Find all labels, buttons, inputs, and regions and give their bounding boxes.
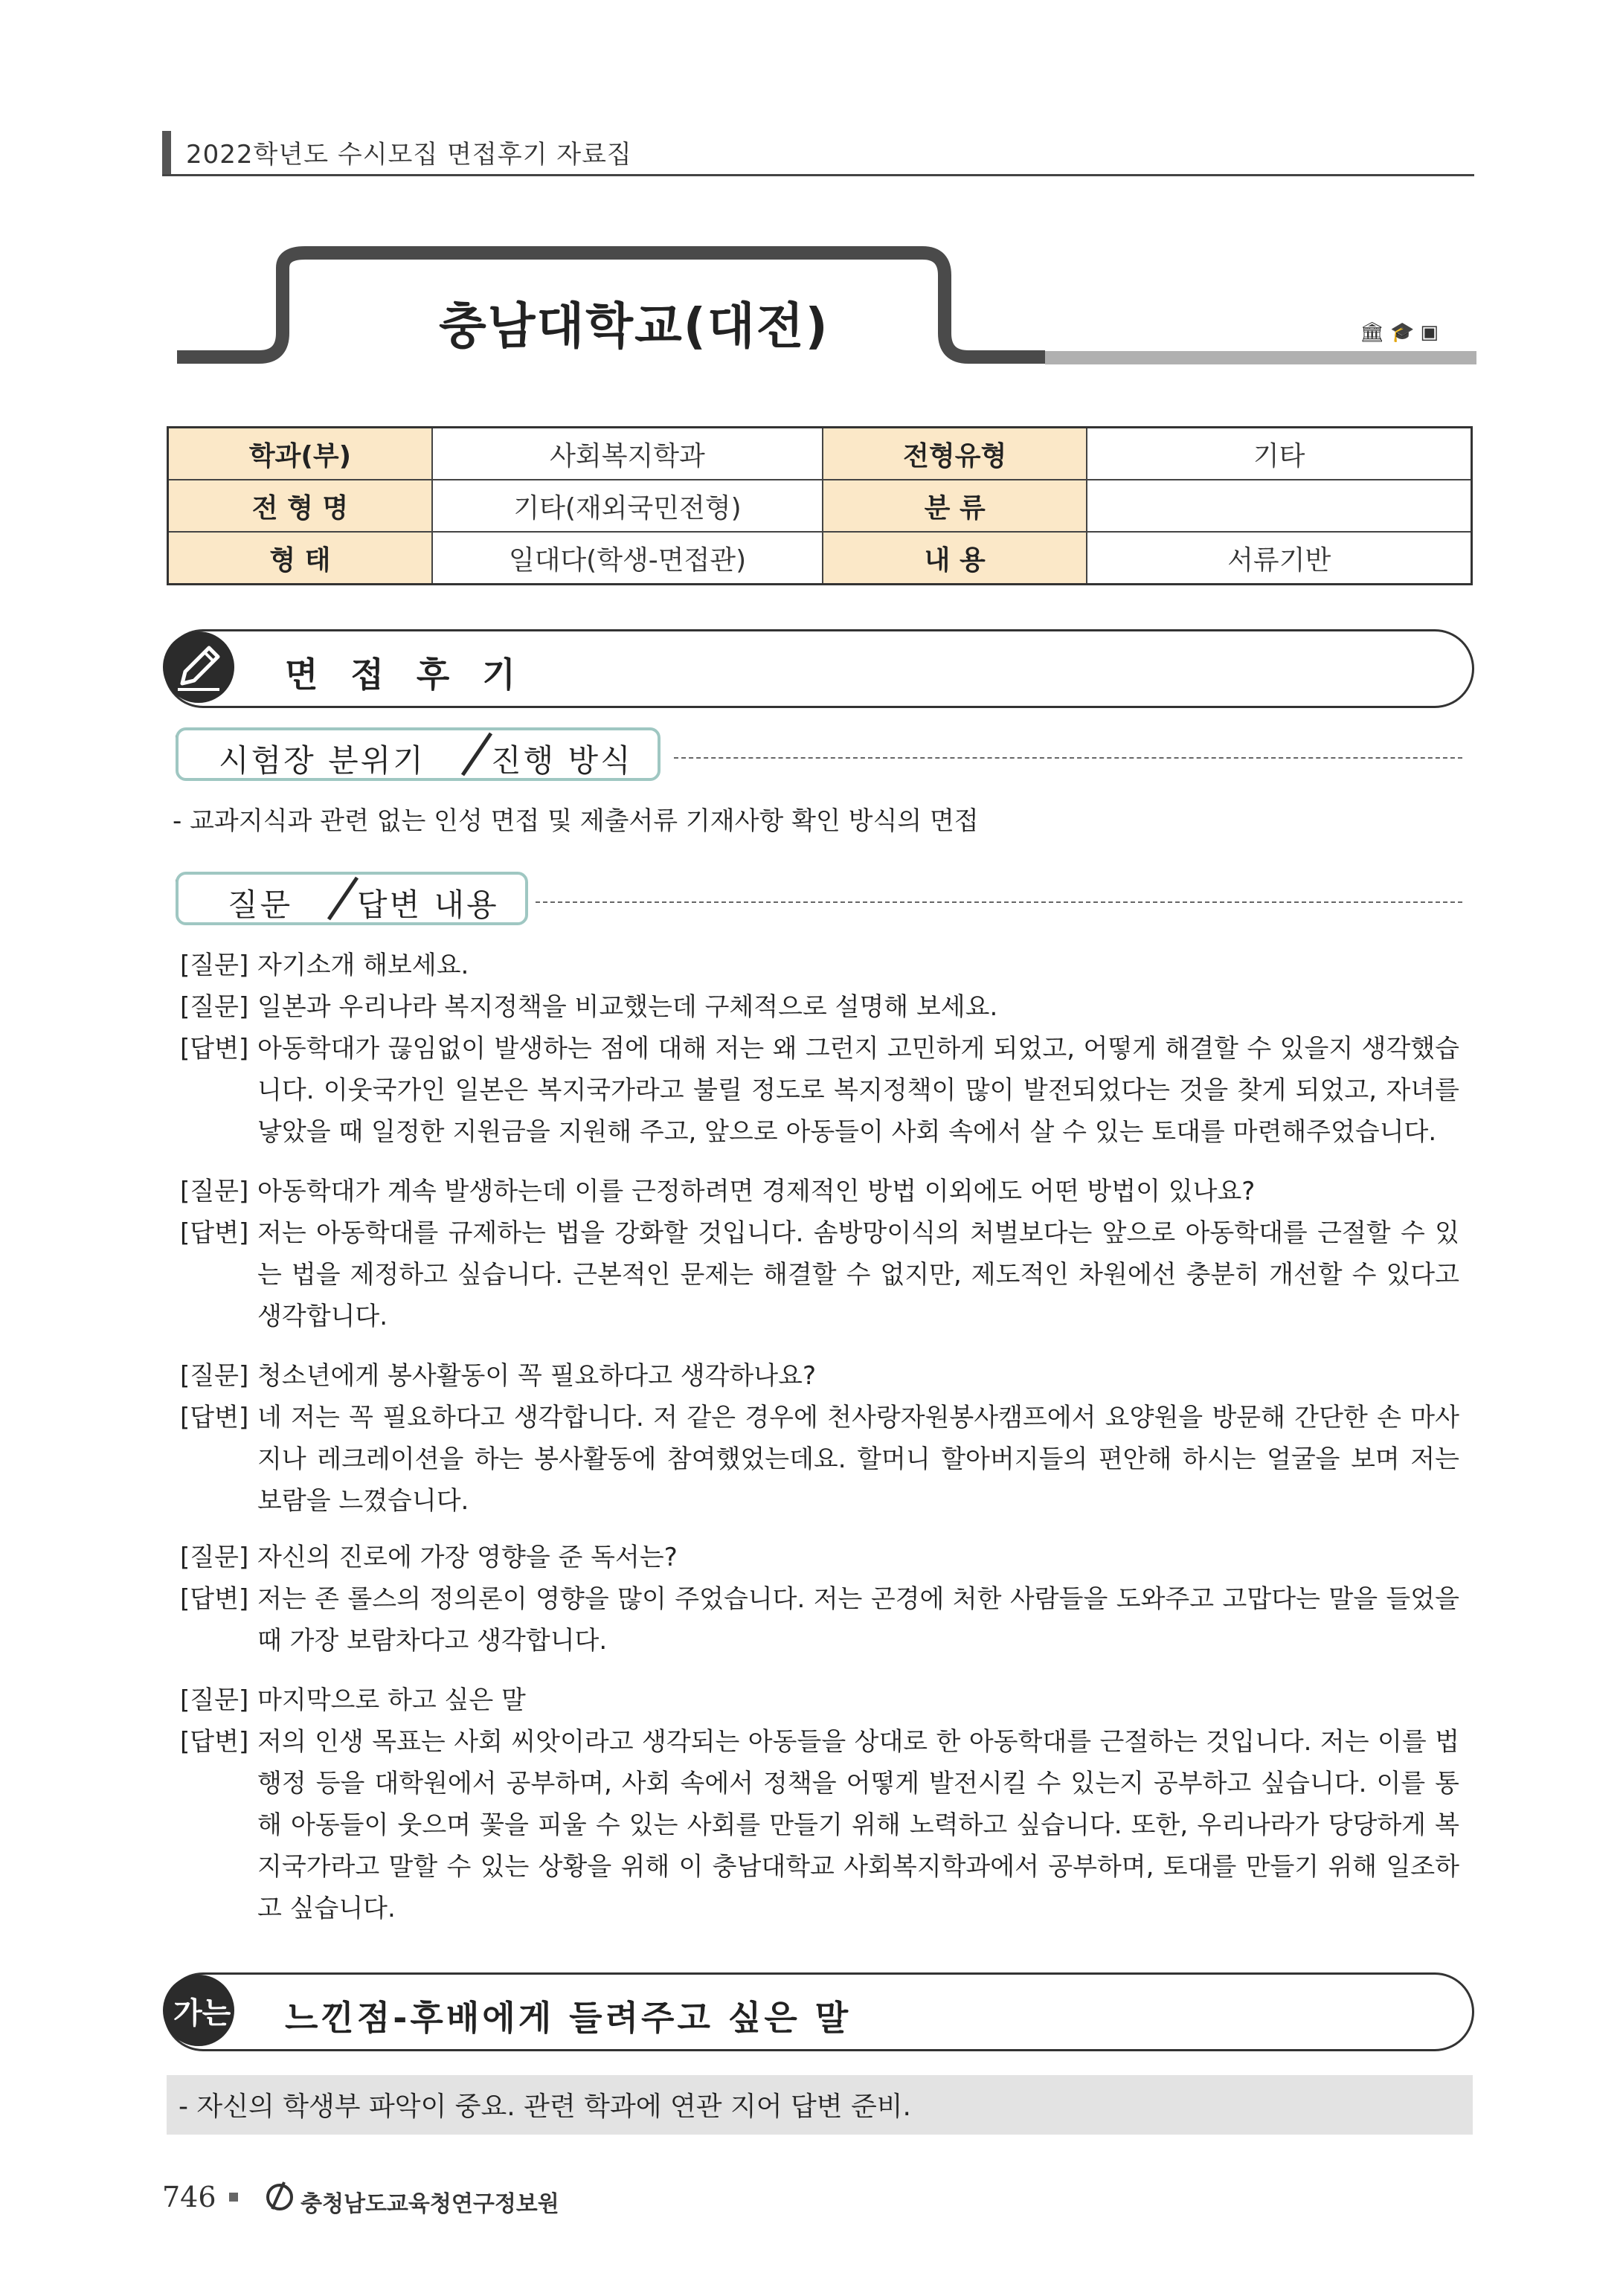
info-table bbox=[167, 426, 1473, 585]
tab-slash bbox=[324, 875, 361, 922]
section-banner-interview bbox=[164, 629, 1474, 708]
qa-tag: [질문] bbox=[180, 992, 249, 1022]
label-format: 형 태 bbox=[168, 532, 432, 585]
label-category: 분 류 bbox=[823, 480, 1087, 532]
qa-text: 자기소개 해보세요. bbox=[257, 951, 469, 980]
qa-text: 자신의 진로에 가장 영향을 준 독서는? bbox=[257, 1543, 678, 1572]
tab-label-right: 답변 내용 bbox=[357, 887, 499, 923]
qa-item bbox=[180, 945, 1459, 986]
table-row bbox=[168, 428, 1472, 480]
qa-tag: [질문] bbox=[180, 1361, 249, 1391]
page-number: 746 bbox=[162, 2181, 216, 2213]
speech-icon-label: 가는 bbox=[173, 1996, 231, 2030]
running-header: 2022학년도 수시모집 면접후기 자료집 bbox=[186, 140, 632, 170]
header-accent-bar bbox=[162, 131, 171, 174]
tab-slash bbox=[458, 730, 495, 778]
table-row bbox=[168, 532, 1472, 585]
qa-text: 저의 인생 목표는 사회 씨앗이라고 생각되는 아동들을 상대로 한 아동학대를 근절하는 것입니다. 저는 이를 법 행정 등을 대학원에서 공부하며, 사회 속에서 정책을 어떻게 발전시킬 수 있는지 공부하고 싶습니다. 이를 통해 아동들이 웃으며 꽃을 피울 수 있는 사회를 만들기 위해 노력하고 싶습니다. 또한, 우리나라가 당당하게 복지국가라고 말할 수 있는 상황을 위해 이 충남대학교 사회복지학과에서 공부하며, 토대를 만들기 위해 일조하고 싶습니다. bbox=[257, 1727, 1459, 1923]
speech-icon bbox=[163, 1975, 234, 2046]
qa-tag: [질문] bbox=[180, 1177, 249, 1206]
qa-tag: [답변] bbox=[180, 1034, 249, 1064]
title-icon-group bbox=[1360, 321, 1444, 344]
qa-block-1 bbox=[180, 945, 1459, 1153]
qa-item bbox=[180, 1537, 1459, 1578]
label-content: 내 용 bbox=[823, 532, 1087, 585]
label-admission-type: 전형유형 bbox=[823, 428, 1087, 480]
building-icon: 🏛 bbox=[1360, 321, 1391, 344]
document-icon: ▣ bbox=[1420, 321, 1444, 344]
summary-text: - 자신의 학생부 파악이 중요. 관련 학과에 연관 지어 답변 준비. bbox=[179, 2091, 911, 2122]
value-admission-type: 기타 bbox=[1087, 428, 1471, 480]
value-format: 일대다(학생-면접관) bbox=[432, 532, 823, 585]
graduation-cap-icon: 🎓 bbox=[1390, 321, 1421, 344]
tab-question-answer bbox=[176, 872, 528, 925]
qa-item bbox=[180, 986, 1459, 1028]
tab-dashed-line bbox=[674, 757, 1462, 759]
qa-block-2 bbox=[180, 1171, 1459, 1337]
value-admission-name: 기타(재외국민전형) bbox=[432, 480, 823, 532]
org-logo-icon bbox=[262, 2178, 298, 2213]
qa-item bbox=[180, 1355, 1459, 1397]
qa-text: 저는 존 롤스의 정의론이 영향을 많이 주었습니다. 저는 곤경에 처한 사람들을 도와주고 고맙다는 말을 들었을 때 가장 보람차다고 생각합니다. bbox=[257, 1584, 1459, 1656]
qa-tag: [질문] bbox=[180, 1685, 249, 1715]
label-department: 학과(부) bbox=[168, 428, 432, 480]
page-title: 충남대학교(대전) bbox=[439, 298, 829, 355]
qa-item bbox=[180, 1212, 1459, 1337]
qa-text: 네 저는 꼭 필요하다고 생각합니다. 저 같은 경우에 천사랑자원봉사캠프에서 요양원을 방문해 간단한 손 마사지나 레크레이션을 하는 봉사활동에 참여했었는데요. 할머니 할아버지들의 편안해 하시는 얼굴을 보며 저는 보람을 느꼈습니다. bbox=[257, 1403, 1459, 1516]
label-admission-name: 전 형 명 bbox=[168, 480, 432, 532]
value-content: 서류기반 bbox=[1087, 532, 1471, 585]
value-department: 사회복지학과 bbox=[432, 428, 823, 480]
qa-text: 저는 아동학대를 규제하는 법을 강화할 것입니다. 솜방망이식의 처벌보다는 앞으로 아동학대를 근절할 수 있는 법을 제정하고 싶습니다. 근본적인 문제는 해결할 수 없지만, 제도적인 차원에선 충분히 개선할 수 있다고 생각합니다. bbox=[257, 1218, 1459, 1331]
value-category bbox=[1087, 480, 1471, 532]
qa-item bbox=[180, 1028, 1459, 1153]
tab-dashed-line bbox=[536, 901, 1462, 903]
section-title: 면 접 후 기 bbox=[285, 655, 526, 695]
qa-text: 일본과 우리나라 복지정책을 비교했는데 구체적으로 설명해 보세요. bbox=[257, 992, 998, 1022]
qa-item bbox=[180, 1171, 1459, 1212]
qa-text: 청소년에게 봉사활동이 꼭 필요하다고 생각하나요? bbox=[257, 1361, 816, 1391]
header-rule bbox=[162, 174, 1474, 176]
qa-tag: [답변] bbox=[180, 1403, 249, 1432]
footer-bullet bbox=[229, 2193, 238, 2202]
atmosphere-text: - 교과지식과 관련 없는 인성 면접 및 제출서류 기재사항 확인 방식의 면접 bbox=[173, 806, 979, 836]
tab-label-left: 시험장 분위기 bbox=[219, 742, 425, 779]
tab-exam-atmosphere bbox=[176, 727, 661, 781]
qa-text: 아동학대가 계속 발생하는데 이를 근정하려면 경제적인 방법 이외에도 어떤 방법이 있나요? bbox=[257, 1177, 1256, 1206]
qa-item bbox=[180, 1721, 1459, 1929]
qa-text: 마지막으로 하고 싶은 말 bbox=[257, 1685, 526, 1715]
qa-block-3 bbox=[180, 1355, 1459, 1522]
section-banner-feelings bbox=[164, 1972, 1474, 2051]
tab-label-right: 진행 방식 bbox=[491, 742, 633, 779]
qa-item bbox=[180, 1578, 1459, 1662]
qa-tag: [답변] bbox=[180, 1727, 249, 1757]
qa-text: 아동학대가 끊임없이 발생하는 점에 대해 저는 왜 그런지 고민하게 되었고, 어떻게 해결할 수 있을지 생각했습니다. 이웃국가인 일본은 복지국가라고 불릴 정도로 복지정책이 많이 발전되었다는 것을 찾게 되었고, 자녀를 낳았을 때 일정한 지원금을 지원해 주고, 앞으로 아동들이 사회 속에서 살 수 있는 토대를 마련해주었습니다. bbox=[257, 1034, 1459, 1147]
section-title: 느낀점-후배에게 들려주고 싶은 말 bbox=[285, 1998, 852, 2038]
pencil-icon bbox=[163, 631, 234, 703]
qa-tag: [답변] bbox=[180, 1218, 249, 1248]
qa-item bbox=[180, 1679, 1459, 1721]
qa-tag: [답변] bbox=[180, 1584, 249, 1614]
qa-tag: [질문] bbox=[180, 1543, 249, 1572]
qa-block-5 bbox=[180, 1679, 1459, 1929]
table-row bbox=[168, 480, 1472, 532]
qa-item bbox=[180, 1397, 1459, 1522]
org-name: 충청남도교육청연구정보원 bbox=[301, 2191, 559, 2217]
tab-label-left: 질문 bbox=[228, 887, 293, 923]
qa-tag: [질문] bbox=[180, 951, 249, 980]
qa-block-4 bbox=[180, 1537, 1459, 1662]
